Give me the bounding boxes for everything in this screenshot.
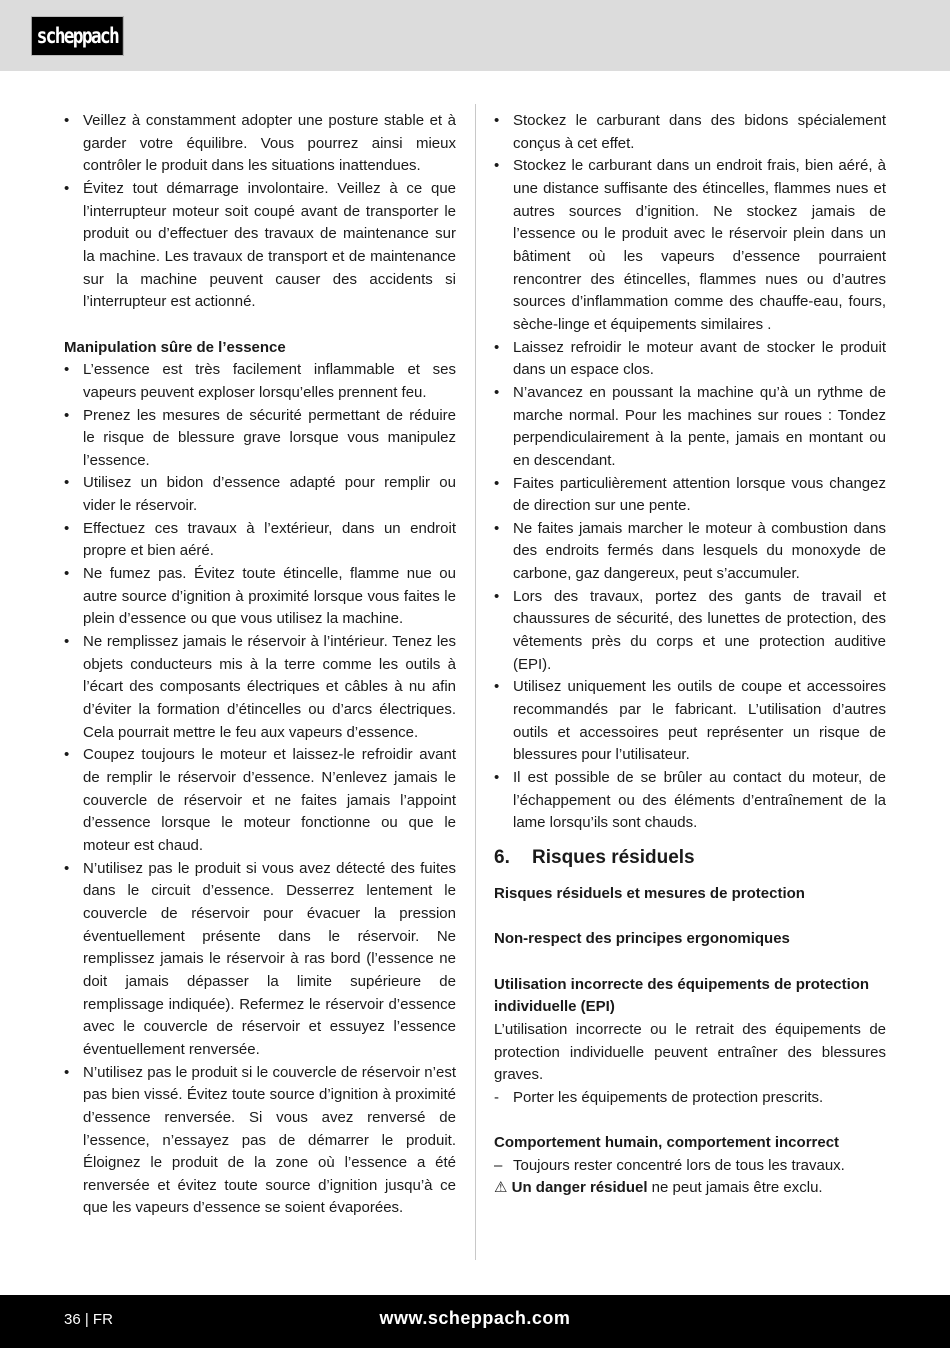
bullet: • [494,383,500,401]
list-item: • Effectuez ces travaux à l’extérieur, dans un endroit propre et bien aéré. [64,519,456,560]
intro-list [64,110,456,314]
list-item: • Ne fumez pas. Évitez toute étincelle, flamme nue ou autre source d’ignition à proximité lorsque vous faites le plein d’essence ou que vous utilisez la machine. [64,565,456,628]
subheading: Non-respect des principes ergonomiques [494,930,790,948]
bullet: • [494,678,500,696]
bullet: • [64,406,70,424]
bullet: • [494,112,500,129]
bullet: • [494,474,500,492]
list-item: • Lors des travaux, portez des gants de travail et chaussures de sécurité, des lunettes de protection, des vêtements près du corps et une protection auditive (EPI). [494,587,886,673]
subheading: Risques résiduels et mesures de protection [494,885,805,902]
page-number: 36 | FR [64,1311,113,1328]
list-item: • Laissez refroidir le moteur avant de stocker le produit dans un espace clos. [494,338,886,379]
subheading: Utilisation incorrecte des équipements de protection individuelle (EPI) [494,975,870,1016]
list-item: - Porter les équipements de protection prescrits. [494,1088,824,1106]
right-column [494,110,886,1200]
list-item: • Faites particulièrement attention lorsque vous changez de direction sur une pente. [494,474,886,515]
list-item: • Ne remplissez jamais le réservoir à l’intérieur. Tenez les objets conducteurs mis à la terre comme les outils à l’écart des composants électriques et câbles à nu afin d’éviter la formation d’étincelles ou d’arcs électriques. Cela pourrait mettre le feu aux vapeurs d’essence. [64,633,456,741]
list-item: • Stockez le carburant dans des bidons spécialement conçus à cet effet. [494,112,886,152]
bullet: • [64,474,70,492]
storage-safety-list [494,110,886,835]
subheading: Comportement humain, comportement incorrect [494,1134,840,1152]
fuel-safety-list [64,359,456,1220]
bullet: • [64,859,70,877]
list-item: • Prenez les mesures de sécurité permettant de réduire le risque de blessure grave lorsque vous manipulez l’essence. [64,406,456,469]
page-header [0,0,950,71]
bullet: • [494,338,500,356]
page-footer [0,1295,950,1348]
left-column [64,110,456,1220]
bullet: • [494,157,500,175]
bullet: • [64,112,70,129]
bullet: • [64,746,70,764]
list-item: • Utilisez uniquement les outils de coupe et accessoires recommandés par le fabricant. L’utilisation d’autres outils et accessoires peut représenter un risque de blessures pour l’utilisateur. [494,678,886,764]
bullet: • [64,633,70,651]
section-heading: Manipulation sûre de l’essence [64,338,286,356]
bullet: • [64,179,70,197]
scheppach-logo: scheppach [31,16,124,56]
column-divider [475,104,476,1260]
list-item: • Ne faites jamais marcher le moteur à combustion dans des endroits fermés dans lesquels du monoxyde de carbone, gaz dangereux, peut s’accumuler. [494,519,886,583]
list-item: • Évitez tout démarrage involontaire. Veillez à ce que l’interrupteur moteur soit coupé avant de transporter le produit ou d’effectuer des travaux de maintenance sur la machine. Les travaux de transport et de maintenance sur la machine peuvent causer des accidents si l’interrupteur est actionné. [64,179,456,311]
website-link[interactable]: www.scheppach.com [379,1308,571,1328]
list-item: • Il est possible de se brûler au contact du moteur, de l’échappement ou des éléments d’entraînement de la lame lorsqu’ils sont chauds. [494,769,886,832]
list-item: • Veillez à constamment adopter une posture stable et à garder votre équilibre. Vous pourrez ainsi mieux contrôler le produit dans les situations inattendues. [64,112,456,175]
list-item: – Toujours rester concentré lors de tous les travaux. [494,1156,845,1174]
paragraph: L’utilisation incorrecte ou le retrait des équipements de protection individuelle peuvent entraîner des blessures graves. [494,1020,886,1084]
bullet: • [64,361,70,379]
list-item: • N’utilisez pas le produit si vous avez détecté des fuites dans le circuit d’essence. Desserrez lentement le couvercle de réservoir pour évacuer la pression éventuellement présente dans le réservoir. Ne remplissez jamais le réservoir à ras bord (l’essence ne doit jamais dépasser la limite supérieure de remplissage indiquée). Refermez le réservoir d’essence avec le couvercle de réservoir et essuyez l’essence éventuellement renversée. [64,859,456,1058]
bullet: • [64,519,70,537]
warning-note: ⚠ Un danger résiduel ne peut jamais être exclu. [494,1179,823,1197]
bullet: • [494,769,500,787]
bullet: • [494,519,500,537]
list-item: • Coupez toujours le moteur et laissez-le refroidir avant de remplir le réservoir d’essence. N’enlevez jamais le couvercle de réservoir et ne faites jamais l’appoint d’essence lorsque le moteur fonctionne ou que le moteur est chaud. [64,746,456,854]
list-item: • Stockez le carburant dans un endroit frais, bien aéré, à une distance suffisante des étincelles, flammes nues et autres sources d’ignition. Ne stockez jamais de l’essence ou le produit avec le réservoir plein dans un bâtiment où les vapeurs d’essence pourraient rencontrer des étincelles, flammes nues ou d’autres sources d’inflammation comme des chauffe-eau, fours, sèche-linge et équipements similaires . [494,157,886,333]
list-item: • N’utilisez pas le produit si le couvercle de réservoir n’est pas bien vissé. Évitez toute source d’ignition à proximité d’essence renversée. Si vous avez renversé de l’essence, n’essayez pas de démarrer le produit. Éloignez le produit de la zone où l’essence a été renversée et évitez toute source d’ignition jusqu’à ce que les vapeurs d’essence se soient évaporées. [64,1063,456,1217]
bullet: • [494,587,500,605]
bullet: • [64,1063,70,1081]
warning-icon: ⚠ [494,1179,508,1197]
list-item: • L’essence est très facilement inflammable et ses vapeurs peuvent exploser lorsqu’elles prennent feu. [64,361,456,401]
bullet: • [64,565,70,583]
list-item: • N’avancez en poussant la machine qu’à un rythme de marche normal. Pour les machines sur roues : Tondez perpendiculairement à la pente, jamais en montant ou en descendant. [494,383,886,469]
section-title: 6. Risques résiduels [494,847,695,868]
list-item: • Utilisez un bidon d’essence adapté pour remplir ou vider le réservoir. [64,474,456,515]
